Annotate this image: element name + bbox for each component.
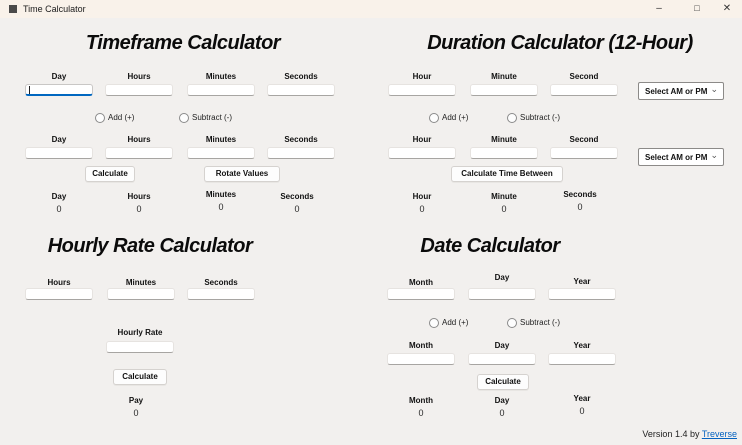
duration-result-seconds-label: Seconds [563,190,597,199]
date-result-month-value: 0 [418,408,424,418]
date-result-day-value: 0 [499,408,505,418]
duration-subtract-radio[interactable] [507,113,517,123]
duration-result-minute-value: 0 [501,204,507,214]
ampm-select-2[interactable] [638,148,724,166]
timeframe-result-hours-value: 0 [136,204,142,214]
timeframe-seconds1-label: Seconds [284,72,318,81]
duration-add-radio[interactable] [429,113,439,123]
duration-result-seconds-value: 0 [577,202,583,212]
version-footer [642,429,737,439]
timeframe-subtract-label[interactable]: Subtract (-) [192,113,233,122]
timeframe-day2-input[interactable] [25,147,93,159]
close-icon[interactable]: ✕ [722,3,732,14]
date-year2-label: Year [573,341,591,350]
app-icon [9,5,17,13]
duration-minute1-label: Minute [491,72,517,81]
timeframe-result-seconds-label: Seconds [280,192,314,201]
date-month1-input[interactable] [387,288,455,300]
duration-result-hour-value: 0 [419,204,425,214]
date-result-year-label: Year [573,394,591,403]
duration-minute2-input[interactable] [470,147,538,159]
hourly-seconds-input[interactable] [187,288,255,300]
date-result-day-label: Day [494,396,510,405]
maximize-icon[interactable]: □ [694,3,700,13]
timeframe-result-day-label: Day [51,192,67,201]
date-subtract-label[interactable]: Subtract (-) [520,318,561,327]
timeframe-hours2-input[interactable] [105,147,173,159]
timeframe-subtract-radio[interactable] [179,113,189,123]
date-result-month-label: Month [409,396,433,405]
ampm-select-2-value: Select AM or PM [645,153,708,162]
duration-minute1-input[interactable] [470,84,538,96]
duration-second2-label: Second [569,135,599,144]
date-calculate-button[interactable]: Calculate [477,374,529,390]
duration-second2-input[interactable] [550,147,618,159]
duration-hour1-label: Hour [412,72,432,81]
timeframe-result-seconds-value: 0 [294,204,300,214]
duration-minute2-label: Minute [491,135,517,144]
hourly-seconds-label: Seconds [204,278,238,287]
hourly-minutes-input[interactable] [107,288,175,300]
date-month2-input[interactable] [387,353,455,365]
timeframe-day2-label: Day [51,135,67,144]
author-link[interactable]: Treverse [701,429,737,439]
timeframe-result-hours-label: Hours [127,192,151,201]
duration-second1-input[interactable] [550,84,618,96]
timeframe-calculate-button[interactable]: Calculate [85,166,135,182]
date-month2-label: Month [409,341,433,350]
date-day1-label: Day [494,273,510,282]
timeframe-hours1-label: Hours [127,72,151,81]
duration-result-hour-label: Hour [412,192,432,201]
timeframe-add-radio[interactable] [95,113,105,123]
timeframe-minutes2-input[interactable] [187,147,255,159]
duration-hour1-input[interactable] [388,84,456,96]
timeframe-add-label[interactable]: Add (+) [108,113,135,122]
timeframe-result-minutes-value: 0 [218,202,224,212]
date-day2-input[interactable] [468,353,536,365]
date-add-label[interactable]: Add (+) [442,318,469,327]
ampm-select-1[interactable] [638,82,724,100]
date-year1-label: Year [573,277,591,286]
timeframe-result-minutes-label: Minutes [205,190,237,199]
timeframe-minutes2-label: Minutes [205,135,237,144]
hourly-hours-label: Hours [47,278,71,287]
rotate-values-button[interactable]: Rotate Values [204,166,280,182]
duration-second1-label: Second [569,72,599,81]
minimize-icon[interactable]: – [656,3,662,14]
chevron-down-icon: ⌄ [710,150,718,160]
duration-hour2-input[interactable] [388,147,456,159]
hourly-title: Hourly Rate Calculator [47,235,253,257]
pay-value: 0 [133,408,139,418]
timeframe-seconds2-label: Seconds [284,135,318,144]
ampm-select-1-value: Select AM or PM [645,87,708,96]
date-result-year-value: 0 [579,406,585,416]
date-month1-label: Month [409,278,433,287]
timeframe-seconds1-input[interactable] [267,84,335,96]
timeframe-title: Timeframe Calculator [85,32,281,54]
hourly-minutes-label: Minutes [125,278,157,287]
timeframe-day1-input[interactable] [25,84,93,96]
timeframe-result-day-value: 0 [56,204,62,214]
window-title: Time Calculator [23,4,86,14]
date-day2-label: Day [494,341,510,350]
hourly-rate-label: Hourly Rate [117,328,163,337]
titlebar [0,0,742,18]
hourly-calculate-button[interactable]: Calculate [113,369,167,385]
chevron-down-icon: ⌄ [710,84,718,94]
hourly-rate-input[interactable] [106,341,174,353]
date-title: Date Calculator [420,235,560,257]
date-year2-input[interactable] [548,353,616,365]
timeframe-day1-label: Day [51,72,67,81]
text-caret [29,86,30,94]
duration-hour2-label: Hour [412,135,432,144]
date-year1-input[interactable] [548,288,616,300]
hourly-hours-input[interactable] [25,288,93,300]
timeframe-seconds2-input[interactable] [267,147,335,159]
duration-subtract-label[interactable]: Subtract (-) [520,113,561,122]
pay-label: Pay [128,396,144,405]
timeframe-hours2-label: Hours [127,135,151,144]
date-add-radio[interactable] [429,318,439,328]
version-text: Version 1.4 by [642,429,700,439]
duration-title: Duration Calculator (12-Hour) [427,32,693,54]
duration-result-minute-label: Minute [491,192,517,201]
date-day1-input[interactable] [468,288,536,300]
duration-add-label[interactable]: Add (+) [442,113,469,122]
timeframe-minutes1-label: Minutes [205,72,237,81]
date-subtract-radio[interactable] [507,318,517,328]
timeframe-minutes1-input[interactable] [187,84,255,96]
calculate-time-between-button[interactable]: Calculate Time Between [451,166,563,182]
timeframe-hours1-input[interactable] [105,84,173,96]
